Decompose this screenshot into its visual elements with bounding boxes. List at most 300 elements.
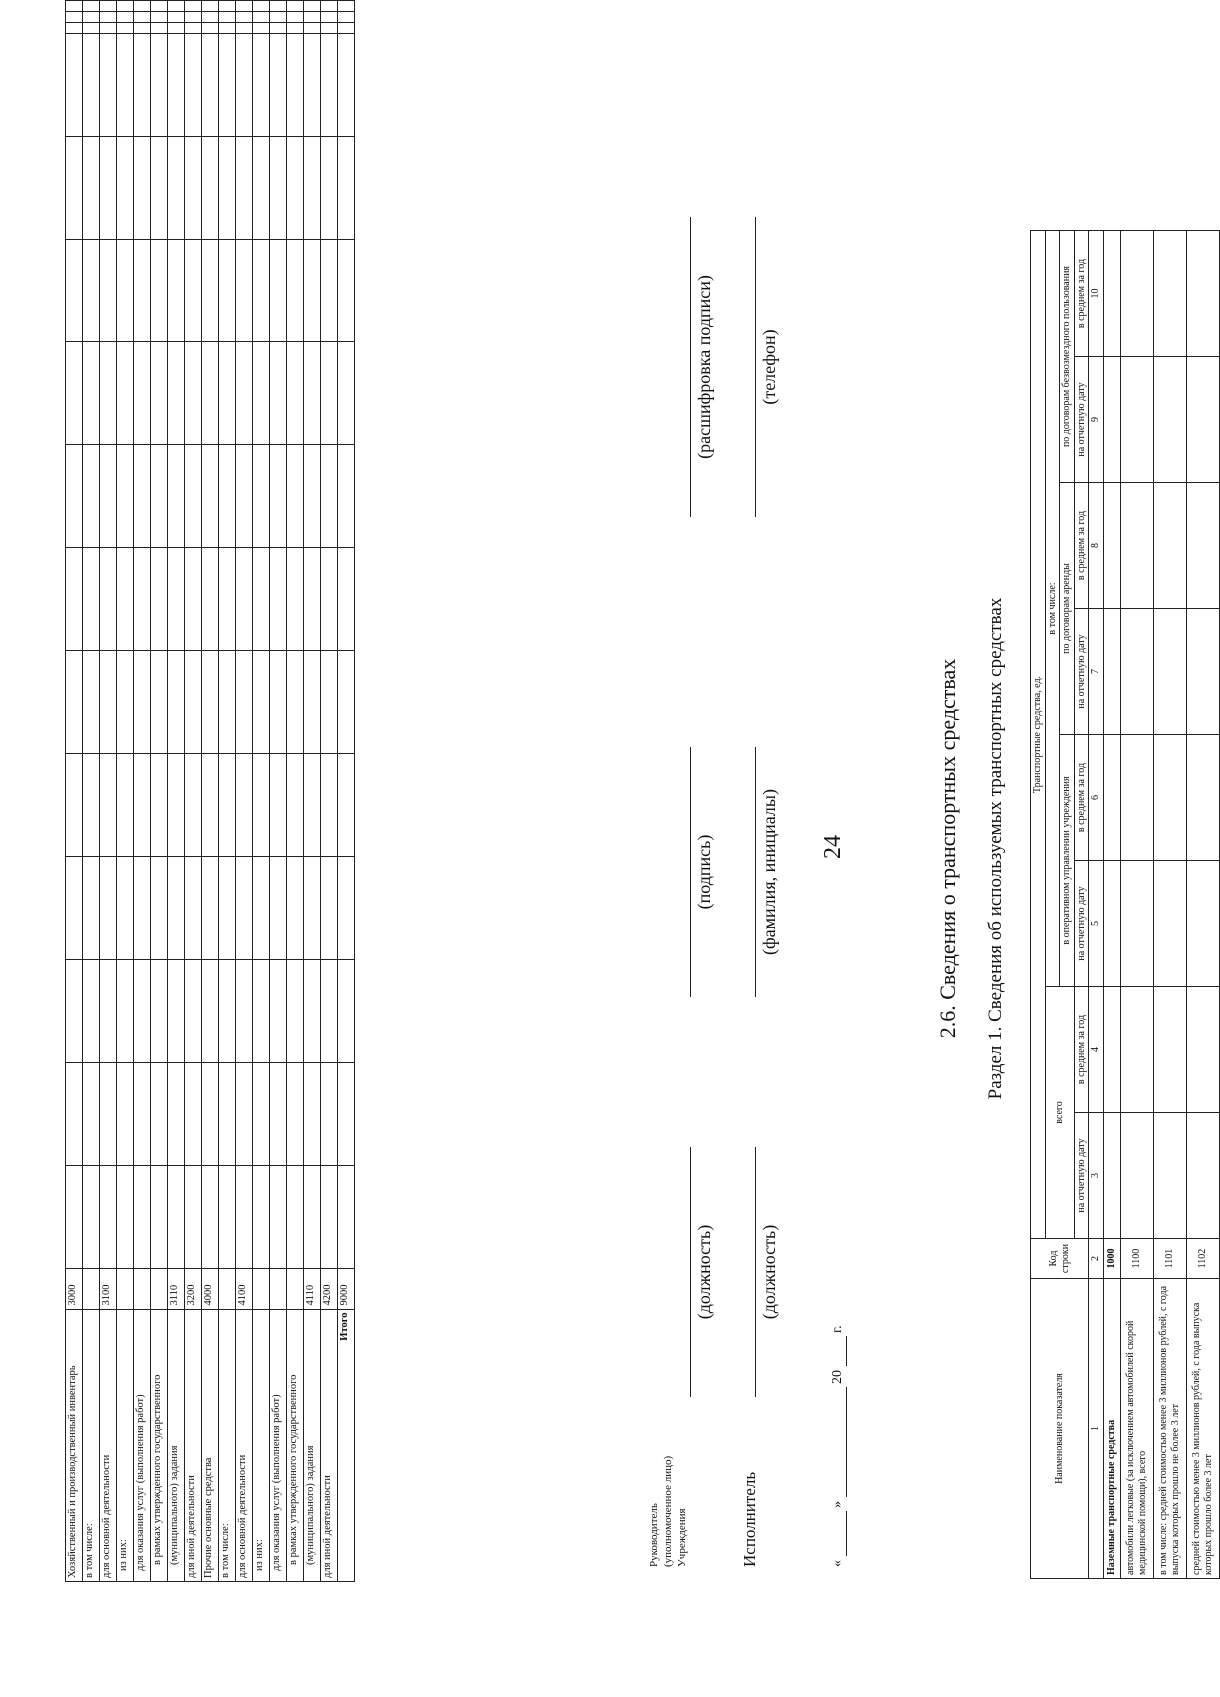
data-cell[interactable] xyxy=(219,136,236,239)
data-cell[interactable] xyxy=(219,1165,236,1268)
narrow-cell[interactable] xyxy=(338,11,355,22)
data-cell[interactable] xyxy=(304,856,321,959)
data-cell[interactable] xyxy=(219,239,236,342)
narrow-cell[interactable] xyxy=(219,22,236,33)
data-cell[interactable] xyxy=(185,1062,202,1165)
data-cell[interactable] xyxy=(236,548,253,651)
data-cell[interactable] xyxy=(168,651,185,754)
data-cell[interactable] xyxy=(202,136,219,239)
data-cell[interactable] xyxy=(253,1062,270,1165)
data-cell[interactable] xyxy=(134,651,151,754)
data-cell[interactable] xyxy=(287,445,304,548)
data-cell[interactable] xyxy=(1103,987,1120,1113)
data-cell[interactable] xyxy=(253,856,270,959)
data-cell[interactable] xyxy=(83,136,100,239)
data-cell[interactable] xyxy=(83,959,100,1062)
data-cell[interactable] xyxy=(236,959,253,1062)
data-cell[interactable] xyxy=(338,239,355,342)
data-cell[interactable] xyxy=(304,959,321,1062)
data-cell[interactable] xyxy=(1186,357,1219,483)
data-cell[interactable] xyxy=(117,239,134,342)
data-cell[interactable] xyxy=(202,548,219,651)
narrow-cell[interactable] xyxy=(304,1,321,12)
data-cell[interactable] xyxy=(338,33,355,136)
data-cell[interactable] xyxy=(100,1062,117,1165)
narrow-cell[interactable] xyxy=(321,1,338,12)
data-cell[interactable] xyxy=(236,33,253,136)
data-cell[interactable] xyxy=(253,754,270,857)
data-cell[interactable] xyxy=(270,1165,287,1268)
data-cell[interactable] xyxy=(134,856,151,959)
data-cell[interactable] xyxy=(1120,1113,1153,1239)
data-cell[interactable] xyxy=(117,33,134,136)
data-cell[interactable] xyxy=(321,651,338,754)
data-cell[interactable] xyxy=(1120,987,1153,1113)
head-signature-line[interactable] xyxy=(690,747,691,997)
data-cell[interactable] xyxy=(219,1062,236,1165)
narrow-cell[interactable] xyxy=(219,1,236,12)
data-cell[interactable] xyxy=(304,548,321,651)
data-cell[interactable] xyxy=(1120,861,1153,987)
data-cell[interactable] xyxy=(151,959,168,1062)
narrow-cell[interactable] xyxy=(134,22,151,33)
data-cell[interactable] xyxy=(117,136,134,239)
data-cell[interactable] xyxy=(287,1165,304,1268)
data-cell[interactable] xyxy=(338,1062,355,1165)
data-cell[interactable] xyxy=(270,342,287,445)
data-cell[interactable] xyxy=(304,33,321,136)
narrow-cell[interactable] xyxy=(117,11,134,22)
data-cell[interactable] xyxy=(1120,609,1153,735)
data-cell[interactable] xyxy=(304,1165,321,1268)
data-cell[interactable] xyxy=(202,959,219,1062)
narrow-cell[interactable] xyxy=(100,22,117,33)
executor-position-line[interactable] xyxy=(755,1147,756,1397)
data-cell[interactable] xyxy=(202,1062,219,1165)
data-cell[interactable] xyxy=(1103,231,1120,357)
data-cell[interactable] xyxy=(1153,483,1186,609)
data-cell[interactable] xyxy=(1186,861,1219,987)
data-cell[interactable] xyxy=(185,33,202,136)
narrow-cell[interactable] xyxy=(253,11,270,22)
data-cell[interactable] xyxy=(1153,1113,1186,1239)
data-cell[interactable] xyxy=(66,1062,83,1165)
data-cell[interactable] xyxy=(1153,231,1186,357)
data-cell[interactable] xyxy=(287,651,304,754)
data-cell[interactable] xyxy=(100,445,117,548)
data-cell[interactable] xyxy=(100,239,117,342)
data-cell[interactable] xyxy=(1186,735,1219,861)
data-cell[interactable] xyxy=(185,239,202,342)
data-cell[interactable] xyxy=(66,754,83,857)
narrow-cell[interactable] xyxy=(100,1,117,12)
data-cell[interactable] xyxy=(270,1062,287,1165)
data-cell[interactable] xyxy=(117,445,134,548)
narrow-cell[interactable] xyxy=(117,22,134,33)
data-cell[interactable] xyxy=(202,1165,219,1268)
table-row xyxy=(1153,231,1186,1579)
data-cell[interactable] xyxy=(202,33,219,136)
data-cell[interactable] xyxy=(1186,483,1219,609)
narrow-cell[interactable] xyxy=(83,11,100,22)
data-cell[interactable] xyxy=(117,754,134,857)
narrow-cell[interactable] xyxy=(117,1,134,12)
narrow-cell[interactable] xyxy=(185,22,202,33)
data-cell[interactable] xyxy=(66,1165,83,1268)
data-cell[interactable] xyxy=(168,136,185,239)
data-cell[interactable] xyxy=(253,548,270,651)
data-cell[interactable] xyxy=(1186,609,1219,735)
data-cell[interactable] xyxy=(185,1165,202,1268)
data-cell[interactable] xyxy=(1153,861,1186,987)
data-cell[interactable] xyxy=(270,959,287,1062)
data-cell[interactable] xyxy=(219,754,236,857)
data-cell[interactable] xyxy=(287,33,304,136)
narrow-cell[interactable] xyxy=(202,22,219,33)
data-cell[interactable] xyxy=(202,342,219,445)
data-cell[interactable] xyxy=(185,959,202,1062)
data-cell[interactable] xyxy=(287,1062,304,1165)
data-cell[interactable] xyxy=(66,651,83,754)
narrow-cell[interactable] xyxy=(304,22,321,33)
data-cell[interactable] xyxy=(1103,861,1120,987)
narrow-cell[interactable] xyxy=(134,11,151,22)
data-cell[interactable] xyxy=(236,754,253,857)
data-cell[interactable] xyxy=(66,959,83,1062)
data-cell[interactable] xyxy=(219,33,236,136)
narrow-cell[interactable] xyxy=(66,1,83,12)
data-cell[interactable] xyxy=(151,342,168,445)
data-cell[interactable] xyxy=(253,136,270,239)
data-cell[interactable] xyxy=(185,342,202,445)
data-cell[interactable] xyxy=(202,651,219,754)
data-cell[interactable] xyxy=(321,342,338,445)
data-cell[interactable] xyxy=(66,856,83,959)
data-cell[interactable] xyxy=(151,651,168,754)
data-cell[interactable] xyxy=(83,342,100,445)
data-cell[interactable] xyxy=(321,548,338,651)
narrow-cell[interactable] xyxy=(236,11,253,22)
data-cell[interactable] xyxy=(168,445,185,548)
data-cell[interactable] xyxy=(1103,357,1120,483)
data-cell[interactable] xyxy=(83,754,100,857)
data-cell[interactable] xyxy=(83,1062,100,1165)
data-cell[interactable] xyxy=(66,136,83,239)
row-code: 9000 xyxy=(338,1268,355,1309)
data-cell[interactable] xyxy=(287,239,304,342)
data-cell[interactable] xyxy=(151,1062,168,1165)
data-cell[interactable] xyxy=(1120,231,1153,357)
data-cell[interactable] xyxy=(83,856,100,959)
data-cell[interactable] xyxy=(321,136,338,239)
data-cell[interactable] xyxy=(168,959,185,1062)
data-cell[interactable] xyxy=(321,33,338,136)
data-cell[interactable] xyxy=(304,239,321,342)
narrow-cell[interactable] xyxy=(168,11,185,22)
data-cell[interactable] xyxy=(321,754,338,857)
narrow-cell[interactable] xyxy=(287,22,304,33)
data-cell[interactable] xyxy=(134,1062,151,1165)
data-cell[interactable] xyxy=(338,136,355,239)
data-cell[interactable] xyxy=(66,445,83,548)
narrow-cell[interactable] xyxy=(253,22,270,33)
narrow-cell[interactable] xyxy=(236,1,253,12)
data-cell[interactable] xyxy=(236,136,253,239)
data-cell[interactable] xyxy=(253,239,270,342)
data-cell[interactable] xyxy=(321,1165,338,1268)
data-cell[interactable] xyxy=(270,548,287,651)
date-day-field[interactable] xyxy=(830,1512,847,1557)
data-cell[interactable] xyxy=(304,136,321,239)
data-cell[interactable] xyxy=(1103,1113,1120,1239)
data-cell[interactable] xyxy=(117,959,134,1062)
data-cell[interactable] xyxy=(100,33,117,136)
narrow-cell[interactable] xyxy=(321,22,338,33)
data-cell[interactable] xyxy=(236,1062,253,1165)
data-cell[interactable] xyxy=(1186,1113,1219,1239)
data-cell[interactable] xyxy=(202,239,219,342)
data-cell[interactable] xyxy=(100,754,117,857)
data-cell[interactable] xyxy=(134,342,151,445)
data-cell[interactable] xyxy=(151,1165,168,1268)
data-cell[interactable] xyxy=(134,959,151,1062)
data-cell[interactable] xyxy=(236,1165,253,1268)
data-cell[interactable] xyxy=(117,1165,134,1268)
narrow-cell[interactable] xyxy=(83,1,100,12)
narrow-cell[interactable] xyxy=(168,22,185,33)
data-cell[interactable] xyxy=(168,342,185,445)
data-cell[interactable] xyxy=(151,856,168,959)
data-cell[interactable] xyxy=(134,1165,151,1268)
data-cell[interactable] xyxy=(202,445,219,548)
data-cell[interactable] xyxy=(83,239,100,342)
data-cell[interactable] xyxy=(338,959,355,1062)
data-cell[interactable] xyxy=(270,33,287,136)
head-decoding-line[interactable] xyxy=(690,217,691,517)
column-number: 10 xyxy=(1089,231,1104,357)
narrow-cell[interactable] xyxy=(270,1,287,12)
data-cell[interactable] xyxy=(219,856,236,959)
data-cell[interactable] xyxy=(236,856,253,959)
data-cell[interactable] xyxy=(66,342,83,445)
data-cell[interactable] xyxy=(168,548,185,651)
narrow-cell[interactable] xyxy=(151,22,168,33)
narrow-cell[interactable] xyxy=(202,1,219,12)
data-cell[interactable] xyxy=(83,1165,100,1268)
narrow-cell[interactable] xyxy=(287,1,304,12)
narrow-cell[interactable] xyxy=(185,11,202,22)
data-cell[interactable] xyxy=(1153,987,1186,1113)
data-cell[interactable] xyxy=(338,856,355,959)
data-cell[interactable] xyxy=(253,1165,270,1268)
data-cell[interactable] xyxy=(66,548,83,651)
narrow-cell[interactable] xyxy=(185,1,202,12)
data-cell[interactable] xyxy=(151,239,168,342)
data-cell[interactable] xyxy=(134,136,151,239)
data-cell[interactable] xyxy=(236,239,253,342)
data-cell[interactable] xyxy=(219,548,236,651)
data-cell[interactable] xyxy=(236,651,253,754)
data-cell[interactable] xyxy=(253,342,270,445)
data-cell[interactable] xyxy=(253,651,270,754)
data-cell[interactable] xyxy=(1153,609,1186,735)
narrow-cell[interactable] xyxy=(134,1,151,12)
data-cell[interactable] xyxy=(1120,735,1153,861)
narrow-cell[interactable] xyxy=(338,22,355,33)
data-cell[interactable] xyxy=(270,239,287,342)
data-cell[interactable] xyxy=(338,754,355,857)
data-cell[interactable] xyxy=(100,342,117,445)
data-cell[interactable] xyxy=(219,651,236,754)
executor-phone-line[interactable] xyxy=(755,217,756,517)
data-cell[interactable] xyxy=(1186,231,1219,357)
data-cell[interactable] xyxy=(287,342,304,445)
narrow-cell[interactable] xyxy=(270,11,287,22)
data-cell[interactable] xyxy=(151,445,168,548)
data-cell[interactable] xyxy=(338,651,355,754)
data-cell[interactable] xyxy=(134,445,151,548)
data-cell[interactable] xyxy=(202,856,219,959)
data-cell[interactable] xyxy=(151,33,168,136)
data-cell[interactable] xyxy=(185,548,202,651)
data-cell[interactable] xyxy=(100,856,117,959)
data-cell[interactable] xyxy=(117,548,134,651)
data-cell[interactable] xyxy=(236,342,253,445)
data-cell[interactable] xyxy=(83,651,100,754)
data-cell[interactable] xyxy=(117,342,134,445)
data-cell[interactable] xyxy=(270,856,287,959)
data-cell[interactable] xyxy=(100,136,117,239)
data-cell[interactable] xyxy=(83,33,100,136)
data-cell[interactable] xyxy=(117,651,134,754)
data-cell[interactable] xyxy=(134,33,151,136)
narrow-cell[interactable] xyxy=(287,11,304,22)
data-cell[interactable] xyxy=(100,1165,117,1268)
data-cell[interactable] xyxy=(338,445,355,548)
data-cell[interactable] xyxy=(134,239,151,342)
data-cell[interactable] xyxy=(304,445,321,548)
data-cell[interactable] xyxy=(1120,483,1153,609)
data-cell[interactable] xyxy=(338,1165,355,1268)
data-cell[interactable] xyxy=(1153,357,1186,483)
data-cell[interactable] xyxy=(321,1062,338,1165)
data-cell[interactable] xyxy=(100,959,117,1062)
data-cell[interactable] xyxy=(338,548,355,651)
data-cell[interactable] xyxy=(304,651,321,754)
data-cell[interactable] xyxy=(270,754,287,857)
data-cell[interactable] xyxy=(1120,357,1153,483)
data-cell[interactable] xyxy=(253,33,270,136)
data-cell[interactable] xyxy=(1103,609,1120,735)
narrow-cell[interactable] xyxy=(236,22,253,33)
narrow-cell[interactable] xyxy=(253,1,270,12)
data-cell[interactable] xyxy=(185,136,202,239)
data-cell[interactable] xyxy=(151,548,168,651)
narrow-cell[interactable] xyxy=(66,22,83,33)
data-cell[interactable] xyxy=(253,959,270,1062)
table-row xyxy=(202,1,219,1582)
data-cell[interactable] xyxy=(1186,987,1219,1113)
data-cell[interactable] xyxy=(321,445,338,548)
data-cell[interactable] xyxy=(304,754,321,857)
date-year-field[interactable] xyxy=(830,1337,847,1367)
narrow-cell[interactable] xyxy=(202,11,219,22)
narrow-cell[interactable] xyxy=(219,11,236,22)
data-cell[interactable] xyxy=(168,754,185,857)
data-cell[interactable] xyxy=(185,856,202,959)
data-cell[interactable] xyxy=(219,959,236,1062)
narrow-cell[interactable] xyxy=(100,11,117,22)
data-cell[interactable] xyxy=(219,342,236,445)
data-cell[interactable] xyxy=(66,33,83,136)
narrow-cell[interactable] xyxy=(151,1,168,12)
data-cell[interactable] xyxy=(83,445,100,548)
data-cell[interactable] xyxy=(66,239,83,342)
narrow-cell[interactable] xyxy=(304,11,321,22)
data-cell[interactable] xyxy=(185,754,202,857)
head-position-line[interactable] xyxy=(690,1147,691,1397)
data-cell[interactable] xyxy=(117,856,134,959)
executor-name-line[interactable] xyxy=(755,747,756,997)
date-month-field[interactable] xyxy=(830,1388,847,1498)
narrow-cell[interactable] xyxy=(168,1,185,12)
data-cell[interactable] xyxy=(117,1062,134,1165)
data-cell[interactable] xyxy=(236,445,253,548)
data-cell[interactable] xyxy=(270,136,287,239)
narrow-cell[interactable] xyxy=(66,11,83,22)
data-cell[interactable] xyxy=(185,445,202,548)
data-cell[interactable] xyxy=(168,1165,185,1268)
data-cell[interactable] xyxy=(1103,735,1120,861)
data-cell[interactable] xyxy=(287,856,304,959)
data-cell[interactable] xyxy=(304,342,321,445)
data-cell[interactable] xyxy=(83,548,100,651)
narrow-cell[interactable] xyxy=(270,22,287,33)
data-cell[interactable] xyxy=(185,651,202,754)
data-cell[interactable] xyxy=(168,1062,185,1165)
data-cell[interactable] xyxy=(100,651,117,754)
data-cell[interactable] xyxy=(168,856,185,959)
narrow-cell[interactable] xyxy=(321,11,338,22)
data-cell[interactable] xyxy=(304,1062,321,1165)
data-cell[interactable] xyxy=(287,136,304,239)
data-cell[interactable] xyxy=(321,856,338,959)
narrow-cell[interactable] xyxy=(338,1,355,12)
data-cell[interactable] xyxy=(168,239,185,342)
data-cell[interactable] xyxy=(134,754,151,857)
data-cell[interactable] xyxy=(287,548,304,651)
data-cell[interactable] xyxy=(321,239,338,342)
data-cell[interactable] xyxy=(270,651,287,754)
narrow-cell[interactable] xyxy=(83,22,100,33)
data-cell[interactable] xyxy=(1103,483,1120,609)
data-cell[interactable] xyxy=(168,33,185,136)
narrow-cell[interactable] xyxy=(151,11,168,22)
data-cell[interactable] xyxy=(338,342,355,445)
data-cell[interactable] xyxy=(134,548,151,651)
data-cell[interactable] xyxy=(1153,735,1186,861)
data-cell[interactable] xyxy=(270,445,287,548)
data-cell[interactable] xyxy=(151,754,168,857)
data-cell[interactable] xyxy=(321,959,338,1062)
data-cell[interactable] xyxy=(100,548,117,651)
data-cell[interactable] xyxy=(151,136,168,239)
data-cell[interactable] xyxy=(287,959,304,1062)
data-cell[interactable] xyxy=(287,754,304,857)
data-cell[interactable] xyxy=(253,445,270,548)
data-cell[interactable] xyxy=(202,754,219,857)
data-cell[interactable] xyxy=(219,445,236,548)
